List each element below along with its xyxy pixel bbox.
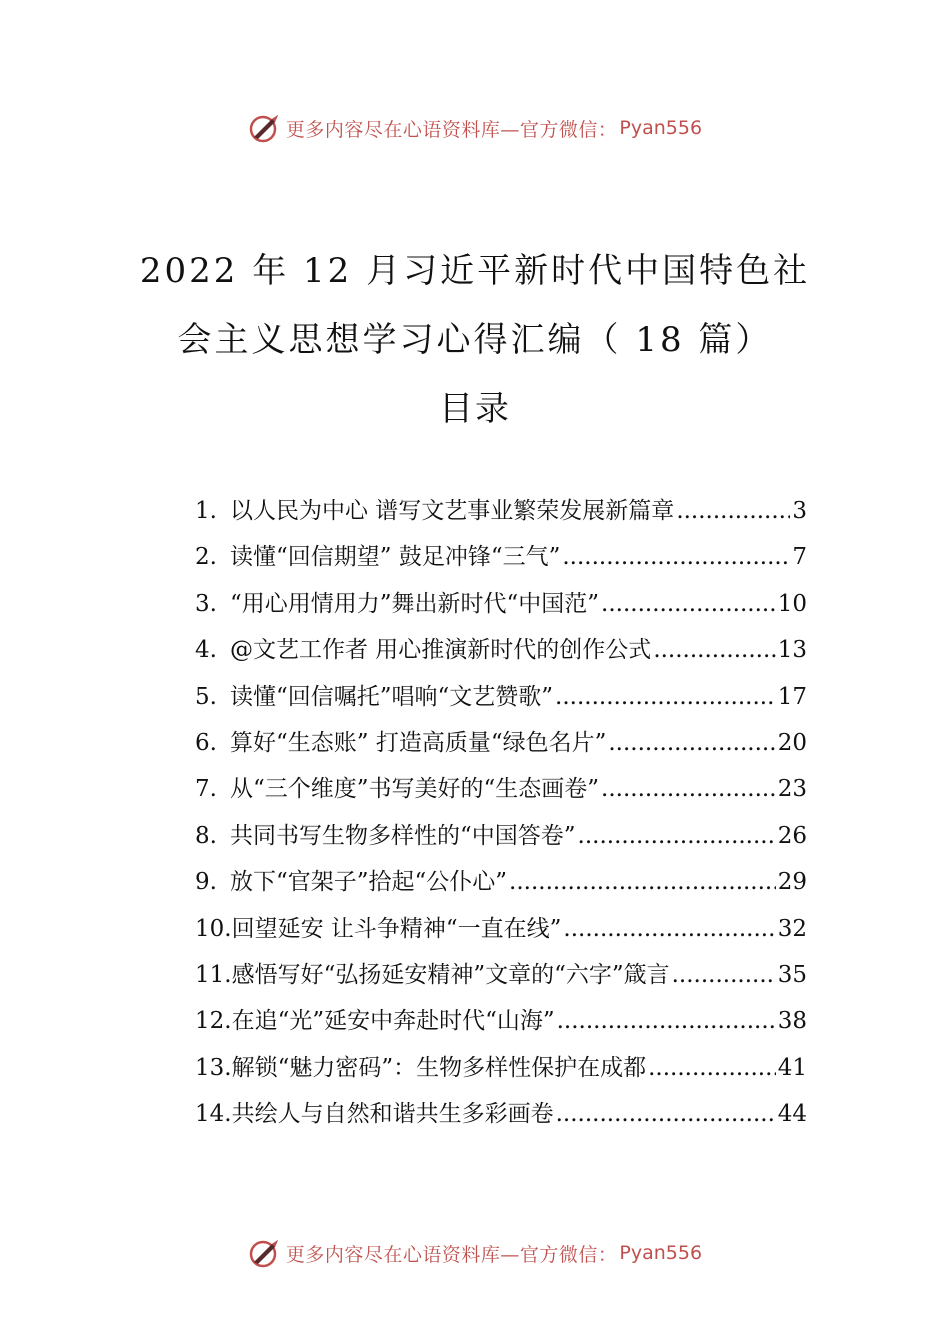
footer-banner [0,1233,950,1273]
toc-entry[interactable] [195,678,807,724]
toc-entry-page: 13 [777,637,807,664]
toc-entry[interactable] [195,910,807,956]
toc-entry-title: 算好“生态账” 打造高质量“绿色名片” [230,729,607,756]
toc-entry-number: 7. [195,776,217,803]
toc-entry[interactable] [195,1049,807,1095]
toc-entry-number: 11. [195,961,232,988]
toc-entry-title: 回望延安 让斗争精神“一直在线” [231,915,562,942]
toc-entry-title: 感悟写好“弘扬延安精神”文章的“六字”箴言 [231,961,670,988]
toc-entry-number: 12. [195,1008,232,1035]
toc-entry[interactable] [195,1095,807,1141]
toc-entry-title: 解锁“魅力密码”：生物多样性保护在成都 [231,1054,647,1081]
toc-entry-number: 6. [195,729,217,756]
banner-wechat-id: Pyan556 [619,117,703,139]
toc-entry-number: 10. [195,915,232,942]
toc-entry[interactable] [195,585,807,631]
table-of-contents [195,492,807,1141]
toc-dot-leader [648,1055,776,1081]
toc-entry-number: 2. [195,544,217,571]
toc-entry-title: 从“三个维度”书写美好的“生态画卷” [230,776,600,803]
toc-dot-leader [578,823,776,849]
toc-entry-number: 4. [195,637,217,664]
toc-entry-page: 10 [777,590,807,617]
toc-entry-page: 7 [792,544,807,571]
toc-entry[interactable] [195,1002,807,1048]
toc-dot-leader [653,637,775,663]
toc-entry-title: 共绘人与自然和谐共生多彩画卷 [231,1101,554,1128]
banner-text: 更多内容尽在心语资料库—官方微信： [285,1243,618,1266]
toc-entry-number: 3. [195,590,217,617]
toc-entry[interactable] [195,631,807,677]
toc-entry-number: 9. [195,869,217,896]
toc-dot-leader [608,730,775,756]
toc-entry-title: 在追“光”延安中奔赴时代“山海” [231,1008,555,1035]
banner-text: 更多内容尽在心语资料库—官方微信： [285,118,618,141]
toc-entry[interactable] [195,956,807,1002]
document-title-line-2: 会主义思想学习心得汇编（ 18 篇） [177,320,773,360]
toc-entry-number: 13. [195,1054,232,1081]
toc-entry-page: 26 [777,822,807,849]
toc-entry-page: 44 [777,1101,807,1128]
toc-entry-title: “用心用情用力”舞出新时代“中国范” [230,590,600,617]
toc-dot-leader [601,591,776,617]
toc-entry-number: 14. [195,1101,232,1128]
toc-entry[interactable] [195,724,807,770]
toc-dot-leader [556,1101,776,1127]
toc-entry-number: 5. [195,683,217,710]
toc-entry-page: 17 [777,683,807,710]
toc-dot-leader [601,776,776,802]
toc-entry-page: 35 [777,961,807,988]
toc-heading: 目录 [439,389,511,429]
toc-entry-title: 共同书写生物多样性的“中国答卷” [230,822,576,849]
banner-wechat-id: Pyan556 [619,1242,703,1264]
toc-entry-number: 8. [195,822,217,849]
toc-entry-number: 1. [195,498,217,524]
toc-entry[interactable] [195,817,807,863]
toc-entry[interactable] [195,863,807,909]
toc-dot-leader [563,916,775,942]
toc-entry[interactable] [195,770,807,816]
toc-entry-page: 3 [792,498,807,524]
toc-entry-page: 20 [777,729,807,756]
toc-entry-title: @文艺工作者 用心推演新时代的创作公式 [230,637,652,664]
toc-entry[interactable] [195,492,807,538]
toc-dot-leader [676,498,790,524]
toc-dot-leader [557,1008,776,1034]
toc-dot-leader [509,869,776,895]
fountain-pen-icon [248,1236,282,1270]
toc-entry-page: 32 [777,915,807,942]
toc-entry-page: 38 [777,1008,807,1035]
toc-entry-page: 29 [777,869,807,896]
toc-dot-leader [555,684,776,710]
toc-entry-title: 读懂“回信嘱托”唱响“文艺赞歌” [230,683,554,710]
fountain-pen-icon [248,111,282,145]
toc-dot-leader [672,962,776,988]
document-title-line-1: 2022 年 12 月习近平新时代中国特色社 [139,251,811,291]
toc-dot-leader [562,544,790,570]
header-banner [0,108,950,148]
toc-entry-page: 23 [777,776,807,803]
toc-entry[interactable] [195,538,807,584]
toc-entry-title: 读懂“回信期望” 鼓足冲锋“三气” [230,544,561,571]
toc-entry-page: 41 [777,1054,807,1081]
toc-entry-title: 放下“官架子”拾起“公仆心” [230,869,508,896]
toc-entry-title: 以人民为中心 谱写文艺事业繁荣发展新篇章 [230,498,675,524]
